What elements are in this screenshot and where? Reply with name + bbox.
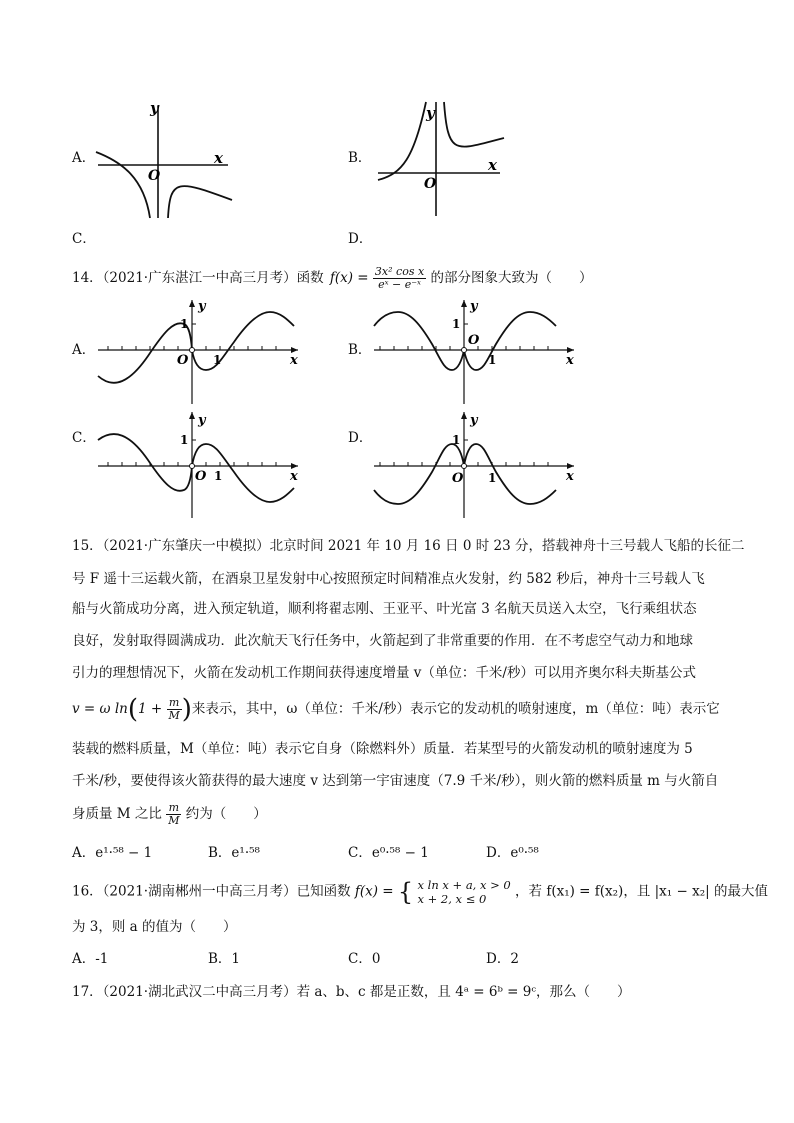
open-point xyxy=(462,348,467,353)
q14-graph-b xyxy=(370,298,580,408)
axis-x-label: x xyxy=(566,469,574,484)
q15-line-8: 千米/秒，要使得该火箭获得的最大速度 v 达到第一宇宙速度（7.9 千米/秒），则火箭的燃料质量 m 与火箭自 xyxy=(72,773,719,789)
tick-one-y: 1 xyxy=(180,433,189,447)
open-point xyxy=(190,464,195,469)
tick-one-x: 1 xyxy=(213,353,222,367)
y-arrow xyxy=(189,412,195,419)
q14-prefix: 14．（2021·广东湛江一中高三月考）函数 xyxy=(72,270,324,286)
open-point xyxy=(190,348,195,353)
open-point xyxy=(462,464,467,469)
q14-option-d-label[interactable]: D． xyxy=(348,430,373,446)
q16-option-c[interactable]: C．0 xyxy=(348,951,381,967)
q15-ratio-den: M xyxy=(168,814,180,827)
y-arrow xyxy=(461,300,467,307)
q14-stem xyxy=(72,266,592,291)
axis-y-label: y xyxy=(198,413,206,428)
q15-option-d[interactable]: D．e⁰·⁵⁸ xyxy=(486,845,539,861)
q15-right-paren: ) xyxy=(181,694,192,725)
q13-graph-b xyxy=(372,98,512,223)
tick-one-y: 1 xyxy=(180,317,189,331)
q15-formula-den: M xyxy=(168,709,180,722)
q14-option-b-label[interactable]: B． xyxy=(348,342,372,358)
q15-line-1: 15．（2021·广东肇庆一中模拟）北京时间 2021 年 10 月 16 日 0 时 23 分，搭载神舟十三号载人飞船的长征二 xyxy=(72,538,745,554)
q15-option-c[interactable]: C．e⁰·⁵⁸ − 1 xyxy=(348,845,429,861)
q15-line-9-pre: 身质量 M 之比 xyxy=(72,806,162,822)
q16-option-d[interactable]: D．2 xyxy=(486,951,519,967)
q16-case-2: x + 2, x ≤ 0 xyxy=(417,892,487,906)
tick-one-x: 1 xyxy=(488,471,497,485)
q13-option-a-label[interactable]: A． xyxy=(72,150,96,166)
origin-label: O xyxy=(424,176,437,192)
q15-left-paren: ( xyxy=(127,694,138,725)
origin-label: O xyxy=(195,469,207,484)
q15-line-9-post: 约为（ ） xyxy=(185,806,267,822)
q16-cases xyxy=(418,878,511,906)
tick-one-x: 1 xyxy=(488,353,497,367)
q16-brace: { xyxy=(397,878,414,906)
q15-formula-one: 1 + xyxy=(138,701,163,717)
axis-y-label: y xyxy=(150,100,159,117)
y-arrow xyxy=(461,412,467,419)
q15-line-2: 号 F 遥十三运载火箭，在酒泉卫星发射中心按照预定时间精准点火发射，约 582 秒后，神舟十三号载人飞 xyxy=(72,571,705,587)
q16-func-name: f(x) = xyxy=(354,883,394,900)
curve-left xyxy=(378,102,426,180)
q15-line-6 xyxy=(72,694,720,725)
q14-numerator: 3x² cos x xyxy=(374,265,425,278)
origin-label: O xyxy=(148,168,161,184)
q15-ratio-fraction xyxy=(166,802,181,827)
q17-stem: 17．（2021·湖北武汉二中高三月考）若 a、b、c 都是正数，且 4ᵃ = 6ᵇ = 9ᶜ，那么（ ） xyxy=(72,984,631,1000)
q16-stem xyxy=(72,878,768,906)
q15-formula-lhs: v = ω ln xyxy=(72,701,128,717)
q16-line-2: 为 3，则 a 的值为（ ） xyxy=(72,919,237,935)
q14-fraction xyxy=(373,266,426,291)
tick-one-x: 1 xyxy=(214,469,223,483)
curve-left xyxy=(96,152,150,218)
origin-label: O xyxy=(177,353,189,368)
q15-option-a[interactable]: A．e¹·⁵⁸ − 1 xyxy=(72,845,153,861)
q16-prefix: 16．（2021·湖南郴州一中高三月考）已知函数 xyxy=(72,883,351,900)
q15-line-3: 船与火箭成功分离，进入预定轨道，顺利将翟志刚、王亚平、叶光富 3 名航天员送入太空，飞行乘组状态 xyxy=(72,601,697,617)
q15-line-9 xyxy=(72,802,267,827)
q13-graph-a xyxy=(92,100,242,225)
axis-x-label: x xyxy=(290,353,298,368)
origin-label: O xyxy=(468,333,480,348)
q15-line-7: 装载的燃料质量，M（单位：吨）表示它自身（除燃料外）质量．若某型号的火箭发动机的喷射速度为 5 xyxy=(72,741,693,757)
axis-x-label: x xyxy=(214,149,223,167)
q14-graph-d xyxy=(370,410,580,520)
tick-one-y: 1 xyxy=(452,317,461,331)
q13-option-c-label[interactable]: C． xyxy=(72,231,96,247)
axis-y-label: y xyxy=(470,413,478,428)
axis-x-label: x xyxy=(290,469,298,484)
curve xyxy=(374,312,556,370)
curve xyxy=(98,312,294,383)
q16-option-b[interactable]: B．1 xyxy=(208,951,241,967)
axis-x-label: x xyxy=(488,156,497,174)
q15-line-4: 良好，发射取得圆满成功．此次航天飞行任务中，火箭起到了非常重要的作用．在不考虑空气动力和地球 xyxy=(72,633,693,649)
curve xyxy=(374,444,556,504)
q15-option-b[interactable]: B．e¹·⁵⁸ xyxy=(208,845,260,861)
q14-graph-c xyxy=(94,410,304,520)
q14-option-c-label[interactable]: C． xyxy=(72,430,96,446)
q16-case-1: x ln x + a, x > 0 xyxy=(417,878,511,892)
axis-x-label: x xyxy=(566,353,574,368)
q15-line-6-rest: 来表示，其中，ω（单位：千米/秒）表示它的发动机的喷射速度，m（单位：吨）表示它 xyxy=(191,701,720,717)
q15-formula-num: m xyxy=(167,697,182,710)
q16-middle: ，若 f(x₁) = f(x₂)，且 |x₁ − x₂| 的最大值 xyxy=(515,883,768,900)
q15-formula-fraction xyxy=(167,697,182,722)
axis-y-label: y xyxy=(426,104,435,122)
q14-suffix: 的部分图象大致为（ ） xyxy=(430,270,593,286)
axis-y-label: y xyxy=(470,299,478,314)
curve-right xyxy=(168,186,232,218)
y-arrow xyxy=(189,300,195,307)
axis-y-label: y xyxy=(198,299,206,314)
q14-denominator: eˣ − e⁻ˣ xyxy=(378,278,421,291)
q13-option-b-label[interactable]: B． xyxy=(348,150,372,166)
q14-option-a-label[interactable]: A． xyxy=(72,342,96,358)
tick-one-y: 1 xyxy=(452,433,461,447)
q13-option-d-label[interactable]: D． xyxy=(348,231,373,247)
q15-line-5: 引力的理想情况下，火箭在发动机工作期间获得速度增量 v（单位：千米/秒）可以用齐奥尔科夫斯基公式 xyxy=(72,665,696,681)
q15-ratio-num: m xyxy=(166,802,181,815)
q14-func-name: f(x) = xyxy=(329,270,369,286)
q16-option-a[interactable]: A．-1 xyxy=(72,951,109,967)
curve-right xyxy=(444,102,504,147)
q14-graph-a xyxy=(94,298,304,408)
origin-label: O xyxy=(452,471,464,486)
